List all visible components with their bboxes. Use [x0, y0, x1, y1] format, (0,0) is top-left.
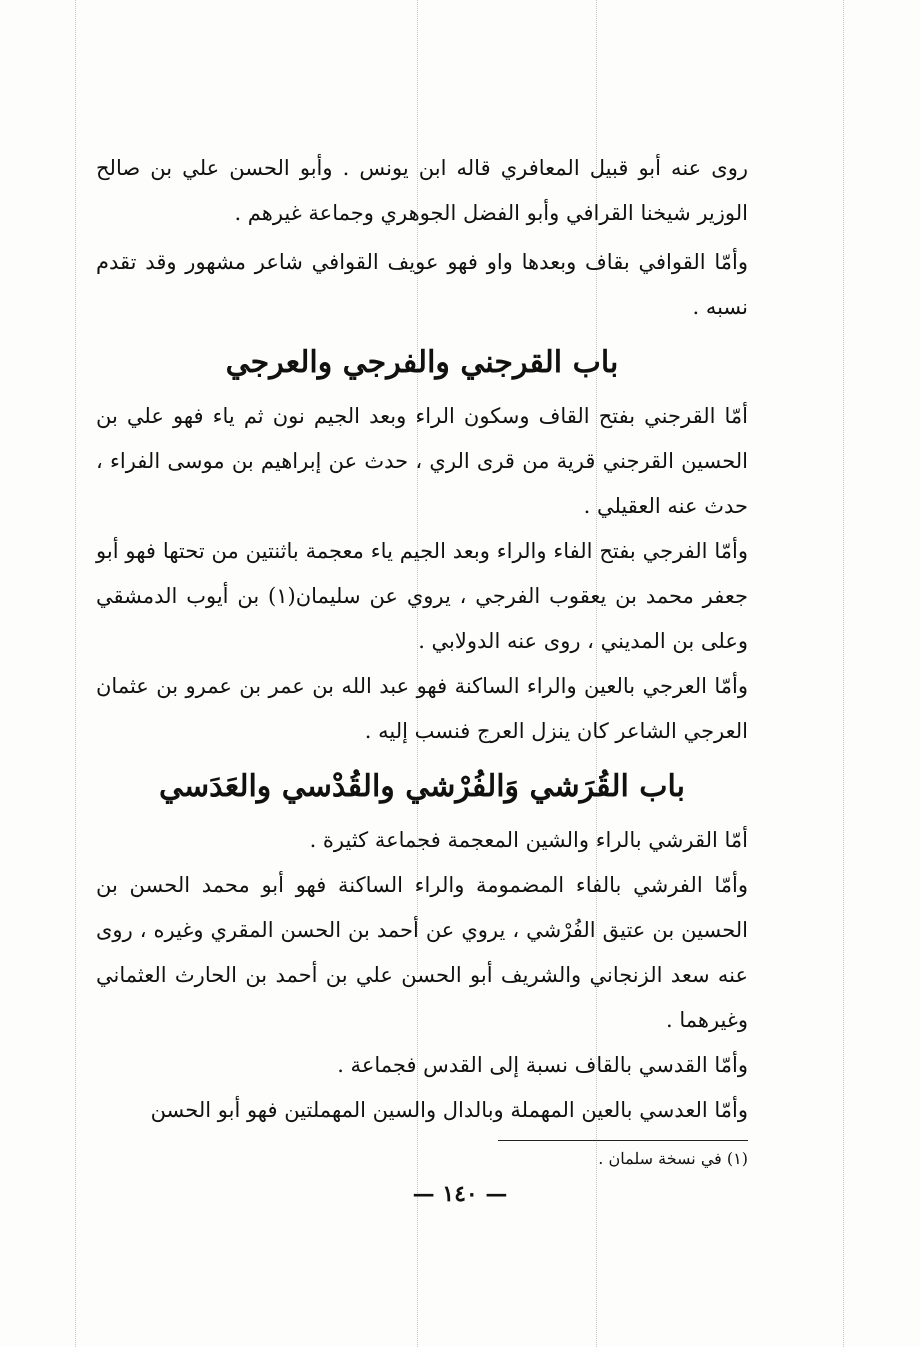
paragraph: وأمّا الفرجي بفتح الفاء والراء وبعد الجيم ياء معجمة باثنتين من تحتها فهو أبو جعفر محمد بن يعقوب الفرجي ، يروي عن سليمان(١) بن أيوب الدمشقي وعلى بن المديني ، روى عنه الدولابي .: [96, 539, 748, 653]
scan-guide-line: [843, 0, 844, 1347]
paragraph: وأمّا الفرشي بالفاء المضمومة والراء الساكنة فهو أبو محمد الحسن بن الحسين بن عتيق الفُرْشي ، يروي عن أحمد بن الحسن المقري وغيره ، روى عنه سعد الزنجاني والشريف أبو الحسن علي بن أحمد بن الحارث العثماني وغيرهما .: [96, 873, 748, 1032]
paragraph: وأمّا القدسي بالقاف نسبة إلى القدس فجماعة .: [337, 1053, 748, 1077]
section-heading: باب القرجني والفرجي والعرجي: [225, 345, 619, 380]
paragraph: وأمّا القوافي بقاف وبعدها واو فهو عويف القوافي شاعر مشهور وقد تقدم نسبه .: [96, 250, 748, 319]
paragraph: أمّا القرجني بفتح القاف وسكون الراء وبعد الجيم نون ثم ياء فهو علي بن الحسين القرجني قرية من قرى الري ، حدث عن إبراهيم بن موسى الفراء ، حدث عنه العقيلي .: [96, 404, 748, 518]
paragraph: وأمّا العدسي بالعين المهملة وبالدال والسين المهملتين فهو أبو الحسن: [150, 1098, 748, 1122]
footnote-divider: [498, 1140, 748, 1141]
main-text: [96, 146, 748, 1133]
scan-guide-line: [75, 0, 76, 1347]
paragraph: روى عنه أبو قبيل المعافري قاله ابن يونس . وأبو الحسن علي بن صالح الوزير شيخنا القرافي وأبو الفضل الجوهري وجماعة غيرهم .: [96, 156, 748, 225]
section-heading: باب القُرَشي وَالفُرْشي والقُدْسي والعَدَسي: [158, 769, 686, 804]
paragraph: وأمّا العرجي بالعين والراء الساكنة فهو عبد الله بن عمر بن عمرو بن عثمان العرجي الشاعر كان ينزل العرج فنسب إليه .: [96, 674, 748, 743]
page-number: — ١٤٠ —: [412, 1181, 508, 1207]
footnote: (١) في نسخة سلمان .: [598, 1149, 748, 1168]
paragraph: أمّا القرشي بالراء والشين المعجمة فجماعة كثيرة .: [309, 828, 748, 852]
